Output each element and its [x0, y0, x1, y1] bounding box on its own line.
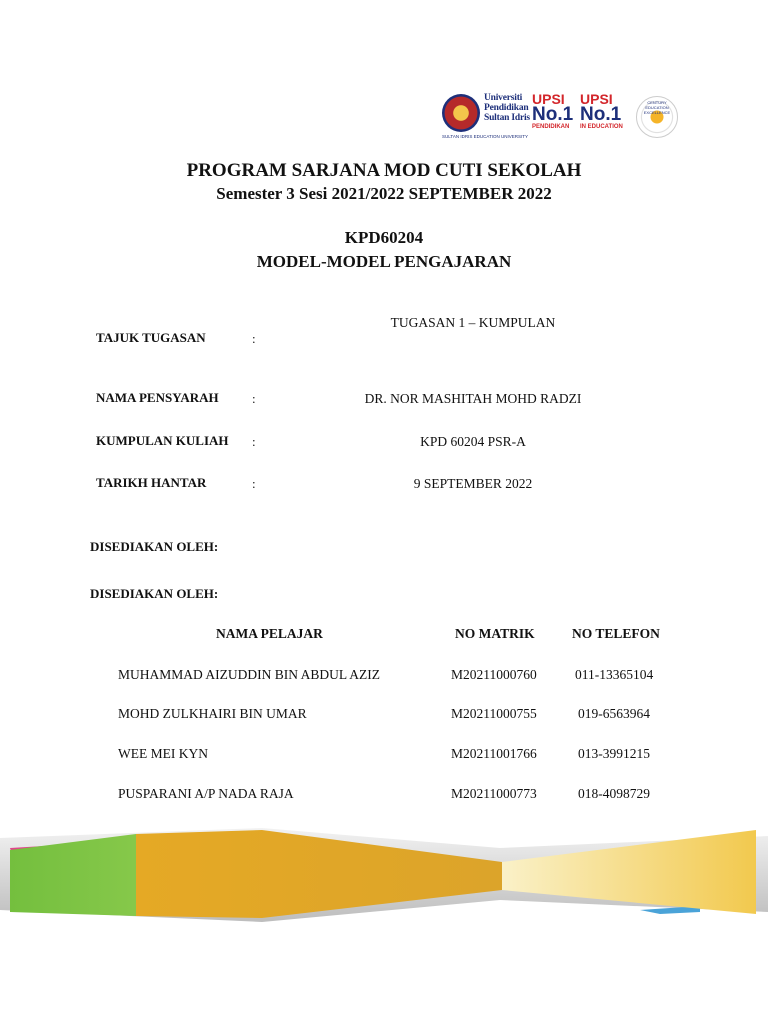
student-matrik: M20211000773: [451, 786, 537, 801]
kumpulan-colon: :: [252, 434, 256, 449]
tajuk-colon: :: [252, 331, 256, 346]
tarikh-value: 9 SEPTEMBER 2022: [413, 476, 533, 491]
student-phone: 011-13365104: [575, 667, 654, 682]
tajuk-label: TAJUK TUGASAN: [96, 330, 206, 345]
upsi-no1-pendidikan-badge: UPSI No.1 PENDIDIKAN: [532, 91, 574, 130]
tarikh-colon: :: [252, 476, 256, 491]
kumpulan-label: KUMPULAN KULIAH: [96, 433, 229, 448]
course-name: MODEL-MODEL PENGAJARAN: [256, 252, 512, 271]
student-name: PUSPARANI A/P NADA RAJA: [118, 786, 294, 801]
university-crest-icon: [442, 94, 480, 132]
education-excellence-seal-icon: CENTURY EDUCATION EXCELLENCE: [636, 96, 678, 138]
program-title: PROGRAM SARJANA MOD CUTI SEKOLAH: [186, 160, 582, 181]
decorative-banner: [0, 826, 768, 922]
university-subtitle: SULTAN IDRIS EDUCATION UNIVERSITY: [442, 134, 529, 139]
pensyarah-label: NAMA PENSYARAH: [96, 390, 219, 405]
student-name: MOHD ZULKHAIRI BIN UMAR: [118, 706, 307, 721]
student-name: MUHAMMAD AIZUDDIN BIN ABDUL AZIZ: [118, 667, 380, 682]
student-phone: 013-3991215: [578, 746, 650, 761]
student-matrik: M20211000755: [451, 706, 537, 721]
upsi-no1-education-badge: UPSI No.1 IN EDUCATION: [580, 91, 623, 130]
semester-line: Semester 3 Sesi 2021/2022 SEPTEMBER 2022: [216, 184, 552, 203]
logo-strip: [442, 92, 682, 142]
university-name: Universiti Pendidikan Sultan Idris: [484, 93, 530, 123]
student-matrik: M20211000760: [451, 667, 537, 682]
student-phone: 019-6563964: [578, 706, 650, 721]
tarikh-label: TARIKH HANTAR: [96, 475, 207, 490]
header-no-matrik: NO MATRIK: [455, 626, 535, 641]
pensyarah-value: DR. NOR MASHITAH MOHD RADZI: [364, 391, 582, 406]
tajuk-value: TUGASAN 1 – KUMPULAN: [390, 315, 556, 330]
prepared-by-label-2: DISEDIAKAN OLEH:: [90, 586, 219, 601]
student-matrik: M20211001766: [451, 746, 537, 761]
course-code: KPD60204: [344, 228, 424, 247]
student-phone: 018-4098729: [578, 786, 650, 801]
prepared-by-label-1: DISEDIAKAN OLEH:: [90, 539, 219, 554]
header-nama-pelajar: NAMA PELAJAR: [216, 626, 323, 641]
pensyarah-colon: :: [252, 391, 256, 406]
student-name: WEE MEI KYN: [118, 746, 208, 761]
header-no-telefon: NO TELEFON: [572, 626, 660, 641]
kumpulan-value: KPD 60204 PSR-A: [420, 434, 526, 449]
